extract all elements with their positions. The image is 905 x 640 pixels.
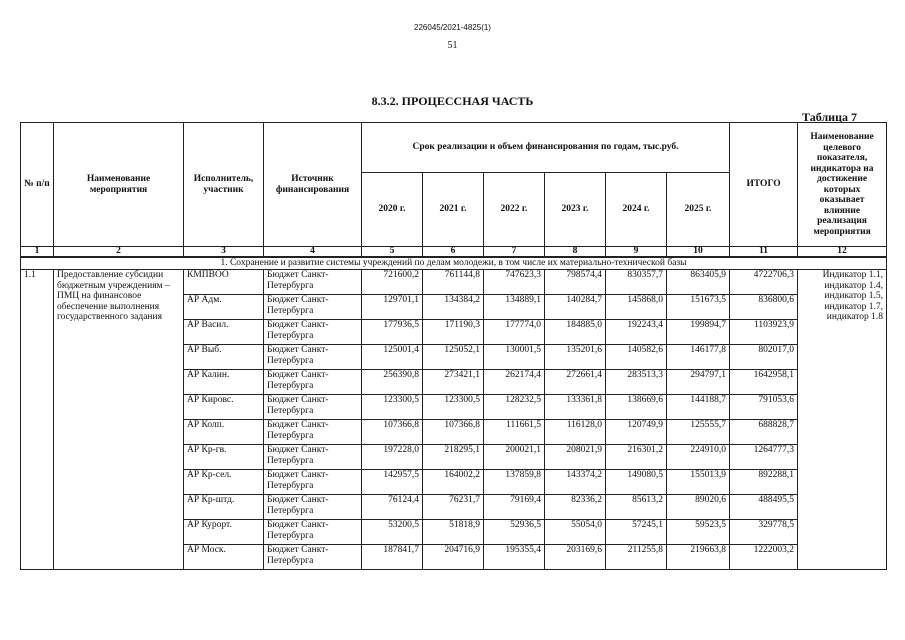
year-value-cell: 135201,6 [545,345,606,370]
header-year: 2022 г. [484,173,545,247]
year-value-cell: 283513,3 [606,370,667,395]
source-cell: Бюджет Санкт-Петербурга [264,495,362,520]
source-cell: Бюджет Санкт-Петербурга [264,395,362,420]
year-value-cell: 76124,4 [362,495,423,520]
year-value-cell: 256390,8 [362,370,423,395]
executor-cell: АР Васил. [184,320,264,345]
year-value-cell: 171190,3 [423,320,484,345]
year-value-cell: 262174,4 [484,370,545,395]
year-value-cell: 218295,1 [423,445,484,470]
year-value-cell: 138669,6 [606,395,667,420]
total-cell: 688828,7 [730,420,798,445]
year-value-cell: 143374,2 [545,470,606,495]
year-value-cell: 59523,5 [667,520,730,545]
executor-cell: АР Курорт. [184,520,264,545]
total-cell: 802017,0 [730,345,798,370]
year-value-cell: 145868,0 [606,295,667,320]
year-value-cell: 272661,4 [545,370,606,395]
financing-table [20,122,887,570]
total-cell: 329778,5 [730,520,798,545]
year-value-cell: 85613,2 [606,495,667,520]
header-indicator: Наименование целевого показателя, индикатора на достижение которых оказывает влияние реализация мероприятия [798,123,887,247]
total-cell: 4722706,3 [730,270,798,295]
year-value-cell: 200021,1 [484,445,545,470]
source-cell: Бюджет Санкт-Петербурга [264,420,362,445]
year-value-cell: 79169,4 [484,495,545,520]
year-value-cell: 199894,7 [667,320,730,345]
year-value-cell: 133361,8 [545,395,606,420]
year-value-cell: 89020,6 [667,495,730,520]
header-year: 2023 г. [545,173,606,247]
source-cell: Бюджет Санкт-Петербурга [264,270,362,295]
year-value-cell: 863405,9 [667,270,730,295]
indicator-cell: Индикатор 1.1, индикатор 1.4, индикатор 1.5, индикатор 1.7, индикатор 1.8 [798,270,887,570]
year-value-cell: 116128,0 [545,420,606,445]
column-number: 10 [667,247,730,258]
year-value-cell: 164002,2 [423,470,484,495]
year-value-cell: 134889,1 [484,295,545,320]
column-number: 12 [798,247,887,258]
total-cell: 488495,5 [730,495,798,520]
financing-table-container [20,122,886,570]
year-value-cell: 204716,9 [423,545,484,570]
year-value-cell: 830357,7 [606,270,667,295]
year-value-cell: 57245,1 [606,520,667,545]
column-number: 3 [184,247,264,258]
source-cell: Бюджет Санкт-Петербурга [264,345,362,370]
year-value-cell: 128232,5 [484,395,545,420]
year-value-cell: 55054,0 [545,520,606,545]
total-cell: 1642958,1 [730,370,798,395]
year-value-cell: 125555,7 [667,420,730,445]
column-number: 7 [484,247,545,258]
executor-cell: АР Кр-штд. [184,495,264,520]
executor-cell: АР Кировс. [184,395,264,420]
total-cell: 1103923,9 [730,320,798,345]
source-cell: Бюджет Санкт-Петербурга [264,545,362,570]
total-cell: 836800,6 [730,295,798,320]
year-value-cell: 721600,2 [362,270,423,295]
year-value-cell: 134384,2 [423,295,484,320]
year-value-cell: 76231,7 [423,495,484,520]
header-period: Срок реализации и объем финансирования по годам, тыс.руб. [362,123,730,173]
column-number: 8 [545,247,606,258]
executor-cell: АР Выб. [184,345,264,370]
header-name: Наименование мероприятия [54,123,184,247]
page-number: 51 [447,40,458,51]
header-year: 2020 г. [362,173,423,247]
year-value-cell: 195355,4 [484,545,545,570]
year-value-cell: 197228,0 [362,445,423,470]
section-heading-row [21,257,887,270]
year-value-cell: 761144,8 [423,270,484,295]
year-value-cell: 177774,0 [484,320,545,345]
year-value-cell: 211255,8 [606,545,667,570]
year-value-cell: 149080,5 [606,470,667,495]
source-cell: Бюджет Санкт-Петербурга [264,370,362,395]
column-number: 9 [606,247,667,258]
total-cell: 791053,6 [730,395,798,420]
source-cell: Бюджет Санкт-Петербурга [264,295,362,320]
executor-cell: КМПВОО [184,270,264,295]
year-value-cell: 187841,7 [362,545,423,570]
year-value-cell: 294797,1 [667,370,730,395]
total-cell: 892288,1 [730,470,798,495]
year-value-cell: 155013,9 [667,470,730,495]
column-number: 2 [54,247,184,258]
header-year: 2021 г. [423,173,484,247]
executor-cell: АР Колп. [184,420,264,445]
executor-cell: АР Кр-гв. [184,445,264,470]
year-value-cell: 219663,8 [667,545,730,570]
year-value-cell: 203169,6 [545,545,606,570]
item-number: 1.1 [21,270,54,570]
source-cell: Бюджет Санкт-Петербурга [264,520,362,545]
year-value-cell: 216301,2 [606,445,667,470]
data-rows [21,270,887,570]
year-value-cell: 123300,5 [423,395,484,420]
year-value-cell: 82336,2 [545,495,606,520]
year-value-cell: 129701,1 [362,295,423,320]
item-name: Предоставление субсидии бюджетным учреждениям – ПМЦ на финансовое обеспечение выполнения государственного задания [54,270,184,570]
header-num: № п/п [21,123,54,247]
year-value-cell: 140284,7 [545,295,606,320]
year-value-cell: 130001,5 [484,345,545,370]
executor-cell: АР Моск. [184,545,264,570]
year-value-cell: 53200,5 [362,520,423,545]
column-number: 6 [423,247,484,258]
year-value-cell: 184885,0 [545,320,606,345]
year-value-cell: 111661,5 [484,420,545,445]
header-row-top [21,123,887,173]
year-value-cell: 107366,8 [423,420,484,445]
header-year: 2024 г. [606,173,667,247]
total-cell: 1264777,3 [730,445,798,470]
year-value-cell: 273421,1 [423,370,484,395]
column-number: 11 [730,247,798,258]
document-id: 226045/2021-4825(1) [414,23,491,32]
source-cell: Бюджет Санкт-Петербурга [264,320,362,345]
year-value-cell: 107366,8 [362,420,423,445]
section-title: 8.3.2. ПРОЦЕССНАЯ ЧАСТЬ [371,94,534,108]
year-value-cell: 177936,5 [362,320,423,345]
column-number: 4 [264,247,362,258]
executor-cell: АР Калин. [184,370,264,395]
executor-cell: АР Адм. [184,295,264,320]
year-value-cell: 125052,1 [423,345,484,370]
year-value-cell: 52936,5 [484,520,545,545]
table-row [21,270,887,295]
year-value-cell: 123300,5 [362,395,423,420]
year-value-cell: 224910,0 [667,445,730,470]
header-source: Источник финансирования [264,123,362,247]
source-cell: Бюджет Санкт-Петербурга [264,445,362,470]
year-value-cell: 51818,9 [423,520,484,545]
year-value-cell: 120749,9 [606,420,667,445]
section-heading: 1. Сохранение и развитие системы учреждений по делам молодежи, в том числе их материально-технической базы [21,257,887,270]
column-number: 1 [21,247,54,258]
header-total: ИТОГО [730,123,798,247]
column-number-row [21,247,887,258]
year-value-cell: 125001,4 [362,345,423,370]
total-cell: 1222003,2 [730,545,798,570]
year-value-cell: 144188,7 [667,395,730,420]
header-year: 2025 г. [667,173,730,247]
year-value-cell: 208021,9 [545,445,606,470]
year-value-cell: 140582,6 [606,345,667,370]
executor-cell: АР Кр-сел. [184,470,264,495]
year-value-cell: 798574,4 [545,270,606,295]
year-value-cell: 142957,5 [362,470,423,495]
year-value-cell: 137859,8 [484,470,545,495]
header-executor: Исполнитель, участник [184,123,264,247]
year-value-cell: 151673,5 [667,295,730,320]
year-value-cell: 146177,8 [667,345,730,370]
year-value-cell: 192243,4 [606,320,667,345]
source-cell: Бюджет Санкт-Петербурга [264,470,362,495]
year-value-cell: 747623,3 [484,270,545,295]
table-label: Таблица 7 [802,110,857,124]
column-number: 5 [362,247,423,258]
